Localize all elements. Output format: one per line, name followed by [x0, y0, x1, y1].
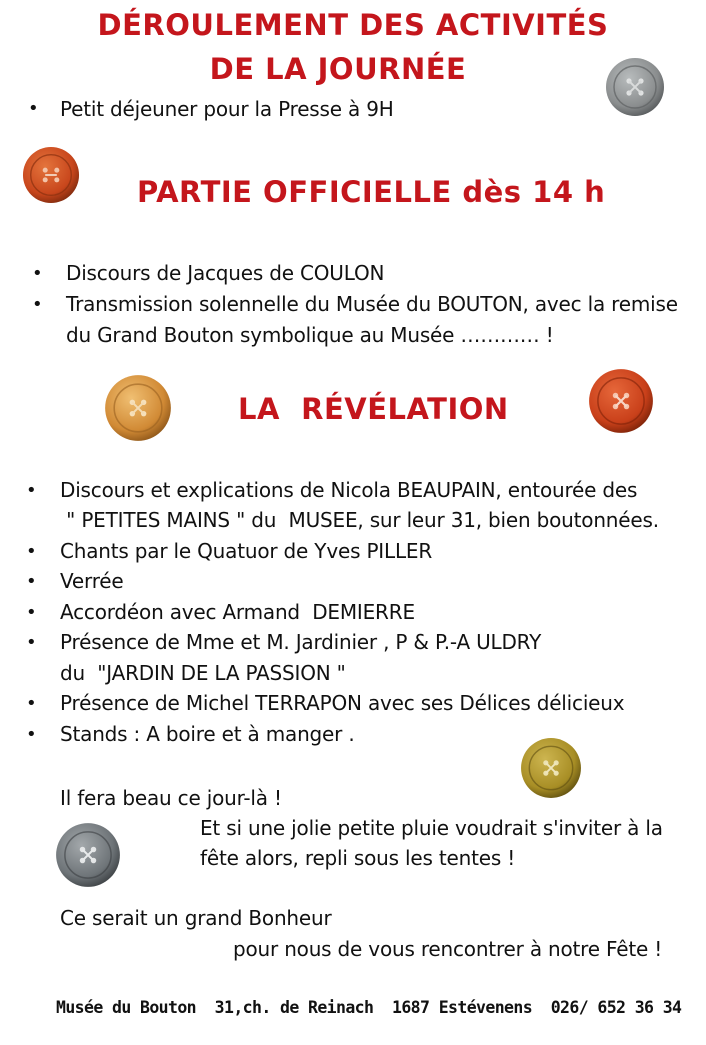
revelation-item-5-continuation: du "JARDIN DE LA PASSION " [60, 661, 346, 685]
official-title: PARTIE OFFICIELLE dès 14 h [137, 175, 606, 209]
bullet-icon: • [26, 571, 37, 592]
bullet-icon: • [28, 98, 39, 119]
bullet-icon: • [26, 693, 37, 714]
official-item-1: Discours de Jacques de COULON [66, 261, 385, 285]
bullet-icon: • [32, 294, 43, 315]
footer-address: Musée du Bouton 31,ch. de Reinach 1687 Estévenens 026/ 652 36 34 [56, 998, 682, 1017]
official-item-2: Transmission solennelle du Musée du BOUTON, avec la remise [66, 292, 678, 316]
slate-button-icon [55, 822, 121, 888]
orange-button-icon [22, 146, 80, 204]
olive-button-icon [520, 737, 582, 799]
bullet-icon: • [26, 602, 37, 623]
revelation-item-1-continuation: " PETITES MAINS " du MUSEE, sur leur 31, bien boutonnées. [60, 508, 659, 532]
bullet-icon: • [26, 632, 37, 653]
bullet-icon: • [32, 263, 43, 284]
rain-text-line1: Et si une jolie petite pluie voudrait s'inviter à la [200, 816, 663, 840]
revelation-item-2: Chants par le Quatuor de Yves PILLER [60, 539, 433, 563]
bullet-icon: • [26, 480, 37, 501]
official-item-2-continuation: du Grand Bouton symbolique au Musée ………… ! [66, 323, 554, 347]
weather-text: Il fera beau ce jour-là ! [60, 786, 282, 810]
intro-item: Petit déjeuner pour la Presse à 9H [60, 97, 394, 121]
revelation-item-3: Verrée [60, 569, 124, 593]
ochre-button-icon [104, 374, 172, 442]
revelation-item-7: Stands : A boire et à manger . [60, 722, 355, 746]
revelation-item-4: Accordéon avec Armand DEMIERRE [60, 600, 415, 624]
revelation-item-1: Discours et explications de Nicola BEAUPAIN, entourée des [60, 478, 638, 502]
rain-text-line2: fête alors, repli sous les tentes ! [200, 846, 516, 870]
page-title-line2: DE LA JOURNÉE [209, 52, 467, 86]
bullet-icon: • [26, 541, 37, 562]
revelation-item-6: Présence de Michel TERRAPON avec ses Délices délicieux [60, 691, 625, 715]
grey-button-icon [605, 57, 665, 117]
bullet-icon: • [26, 724, 37, 745]
revelation-title: LA RÉVÉLATION [238, 392, 509, 426]
happiness-text-line1: Ce serait un grand Bonheur [60, 906, 332, 930]
revelation-item-5: Présence de Mme et M. Jardinier , P & P.-A ULDRY [60, 630, 542, 654]
red-button-icon [588, 368, 654, 434]
happiness-text-line2: pour nous de vous rencontrer à notre Fête ! [233, 937, 663, 961]
page-title-line1: DÉROULEMENT DES ACTIVITÉS [97, 8, 609, 42]
